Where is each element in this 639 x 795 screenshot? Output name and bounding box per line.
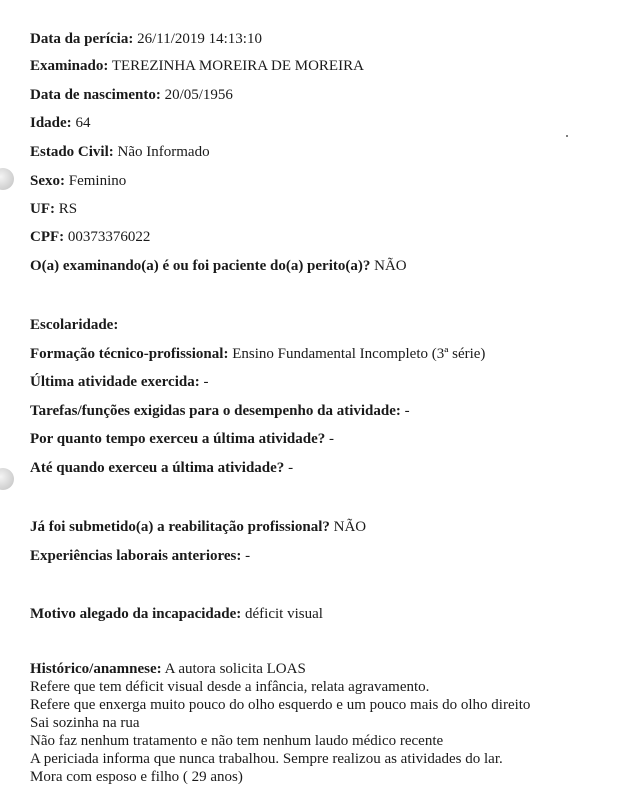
field-tarefas: Tarefas/funções exigidas para o desempenho da atividade: - bbox=[30, 403, 410, 419]
historico-line: Refere que enxerga muito pouco do olho esquerdo e um pouco mais do olho direito bbox=[30, 697, 531, 713]
field-escolaridade: Escolaridade: bbox=[30, 317, 119, 333]
field-data-nascimento: Data de nascimento: 20/05/1956 bbox=[30, 87, 233, 103]
field-tempo-atividade: Por quanto tempo exerceu a última atividade? - bbox=[30, 431, 335, 447]
punch-hole bbox=[0, 468, 14, 490]
field-data-pericia: Data da perícia: 26/11/2019 14:13:10 bbox=[30, 31, 262, 47]
field-sexo: Sexo: Feminino bbox=[30, 173, 127, 189]
field-paciente-perito: O(a) examinando(a) é ou foi paciente do(a) perito(a)? NÃO bbox=[30, 258, 407, 274]
historico-first-line: Histórico/anamnese: A autora solicita LOAS bbox=[30, 661, 306, 677]
historico-line: Mora com esposo e filho ( 29 anos) bbox=[30, 769, 243, 785]
punch-hole bbox=[0, 168, 14, 190]
historico-line: Refere que tem déficit visual desde a infância, relata agravamento. bbox=[30, 679, 430, 695]
field-formacao: Formação técnico-profissional: Ensino Fundamental Incompleto (3ª série) bbox=[30, 346, 486, 362]
field-motivo: Motivo alegado da incapacidade: déficit visual bbox=[30, 606, 323, 622]
field-ate-quando: Até quando exerceu a última atividade? - bbox=[30, 460, 294, 476]
historico-anamnese bbox=[30, 660, 638, 786]
historico-line: A periciada informa que nunca trabalhou. Sempre realizou as atividades do lar. bbox=[30, 751, 503, 767]
field-ultima-atividade: Última atividade exercida: - bbox=[30, 374, 209, 390]
field-idade: Idade: 64 bbox=[30, 115, 91, 131]
field-examinado: Examinado: TEREZINHA MOREIRA DE MOREIRA bbox=[30, 58, 364, 74]
field-estado-civil: Estado Civil: Não Informado bbox=[30, 144, 210, 160]
field-cpf: CPF: 00373376022 bbox=[30, 229, 151, 245]
field-experiencias: Experiências laborais anteriores: - bbox=[30, 548, 251, 564]
historico-line: Sai sozinha na rua bbox=[30, 715, 140, 731]
historico-line: Não faz nenhum tratamento e não tem nenhum laudo médico recente bbox=[30, 733, 444, 749]
field-reabilitacao: Já foi submetido(a) a reabilitação profissional? NÃO bbox=[30, 519, 367, 535]
scan-speck bbox=[566, 135, 568, 137]
field-uf: UF: RS bbox=[30, 201, 78, 217]
